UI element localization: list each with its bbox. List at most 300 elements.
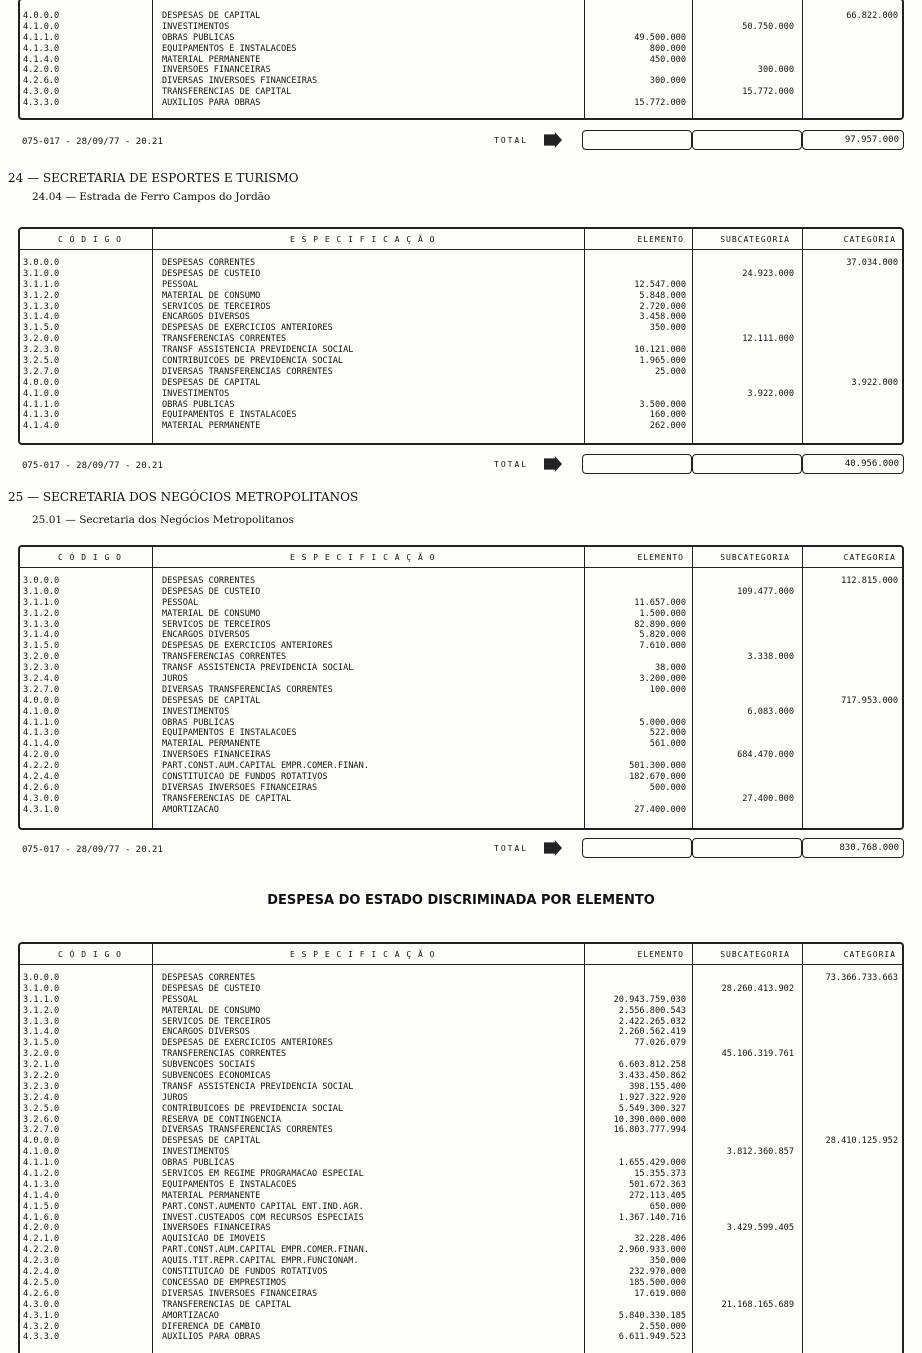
row-especificacao: DESPESAS CORRENTES <box>162 973 256 983</box>
row-code: 3.1.4.0 <box>23 630 60 641</box>
row-especificacao: OBRAS PUBLICAS <box>162 32 235 43</box>
row-code: 4.2.3.0 <box>23 1256 60 1267</box>
row-elemento: 501.672.363 <box>629 1179 686 1190</box>
table-row <box>20 794 902 805</box>
row-elemento: 10.390.000.000 <box>613 1114 686 1125</box>
row-code: 4.1.4.0 <box>23 1190 60 1201</box>
row-especificacao: JUROS <box>162 1092 188 1103</box>
row-elemento: 398.155.400 <box>629 1081 686 1092</box>
table-row <box>20 76 902 87</box>
row-code: 3.2.6.0 <box>23 1114 60 1125</box>
table-row <box>20 1223 902 1234</box>
row-categoria: 66.822.000 <box>846 11 898 21</box>
row-especificacao: DESPESAS DE CUSTEIO <box>162 586 261 597</box>
row-elemento: 272.113.405 <box>629 1190 686 1201</box>
row-code: 3.1.5.0 <box>23 641 60 652</box>
table-row <box>20 302 902 313</box>
footer-code: 075-017 - 28/09/77 - 20.21 <box>22 461 163 471</box>
row-code: 4.2.6.0 <box>23 1288 60 1299</box>
row-elemento: 11.657.000 <box>634 597 686 608</box>
table-footer <box>22 840 904 862</box>
table-row <box>20 1278 902 1289</box>
row-especificacao: CONTRIBUICOES DE PREVIDENCIA SOCIAL <box>162 356 344 367</box>
row-especificacao: DESPESAS DE CAPITAL <box>162 11 261 21</box>
row-especificacao: INVESTIMENTOS <box>162 706 230 717</box>
row-code: 3.1.1.0 <box>23 597 60 608</box>
header-especificacao: E S P E C I F I C A Ç Ã O <box>290 553 436 562</box>
row-code: 3.0.0.0 <box>23 576 60 586</box>
table-row <box>20 1071 902 1082</box>
row-especificacao: SUBVENCOES SOCIAIS <box>162 1060 256 1071</box>
row-especificacao: AUXILIOS PARA OBRAS <box>162 98 261 109</box>
row-subcategoria: 24.923.000 <box>742 268 794 279</box>
table-row <box>20 44 902 55</box>
row-elemento: 262.000 <box>649 421 686 432</box>
row-subcategoria: 15.772.000 <box>742 87 794 98</box>
row-especificacao: ENCARGOS DIVERSOS <box>162 1027 250 1038</box>
row-subcategoria: 27.400.000 <box>742 793 794 804</box>
row-code: 3.1.0.0 <box>23 586 60 597</box>
table-row <box>20 707 902 718</box>
row-code: 3.1.5.0 <box>23 323 60 334</box>
row-elemento: 2.556.800.543 <box>618 1005 686 1016</box>
row-code: 4.2.0.0 <box>23 750 60 761</box>
table-row <box>20 995 902 1006</box>
row-code: 4.2.2.0 <box>23 1245 60 1256</box>
table-row <box>20 280 902 291</box>
row-code: 4.1.0.0 <box>23 706 60 717</box>
table-row <box>20 323 902 334</box>
row-code: 3.2.1.0 <box>23 1060 60 1071</box>
row-elemento: 38.000 <box>654 663 686 674</box>
row-especificacao: CONCESSAO DE EMPRESTIMOS <box>162 1277 287 1288</box>
row-code: 4.0.0.0 <box>23 377 60 388</box>
table-row <box>20 984 902 995</box>
row-especificacao: OBRAS PUBLICAS <box>162 1158 235 1169</box>
row-elemento: 5.820.000 <box>639 630 686 641</box>
row-elemento: 650.000 <box>649 1201 686 1212</box>
total-subcategoria-box <box>692 838 802 858</box>
row-elemento: 6.603.812.258 <box>618 1060 686 1071</box>
table-row <box>20 378 902 389</box>
row-especificacao: CONTRIBUICOES DE PREVIDENCIA SOCIAL <box>162 1103 344 1114</box>
row-code: 3.1.5.0 <box>23 1038 60 1049</box>
row-code: 4.3.1.0 <box>23 1310 60 1321</box>
table-row <box>20 1234 902 1245</box>
row-especificacao: DIFERENCA DE CAMBIO <box>162 1321 261 1332</box>
row-code: 4.1.3.0 <box>23 43 60 54</box>
row-especificacao: DESPESAS DE CAPITAL <box>162 1136 261 1147</box>
row-elemento: 6.611.949.523 <box>618 1332 686 1343</box>
table-row <box>20 1245 902 1256</box>
row-elemento: 16.803.777.994 <box>613 1125 686 1136</box>
row-especificacao: DIVERSAS TRANSFERENCIAS CORRENTES <box>162 684 333 695</box>
row-elemento: 25.000 <box>654 366 686 377</box>
row-code: 3.1.1.0 <box>23 279 60 290</box>
table-row <box>20 696 902 707</box>
row-elemento: 232.970.000 <box>629 1267 686 1278</box>
table-row <box>20 718 902 729</box>
row-elemento: 7.610.000 <box>639 641 686 652</box>
table-row <box>20 1049 902 1060</box>
row-code: 4.1.4.0 <box>23 54 60 65</box>
row-code: 4.1.0.0 <box>23 388 60 399</box>
total-categoria-box: 830.768.000 <box>802 838 904 858</box>
table-secretaria-23-capital <box>18 0 904 120</box>
row-especificacao: TRANSF ASSISTENCIA PREVIDENCIA SOCIAL <box>162 663 354 674</box>
table-row <box>20 312 902 323</box>
row-elemento: 5.848.000 <box>639 290 686 301</box>
table-row <box>20 55 902 66</box>
row-code: 3.0.0.0 <box>23 258 60 268</box>
section-heading: 24 — SECRETARIA DE ESPORTES E TURISMO <box>8 171 299 185</box>
header-subcategoria: SUBCATEGORIA <box>720 553 790 562</box>
table-row <box>20 663 902 674</box>
row-code: 4.1.0.0 <box>23 21 60 32</box>
row-code: 3.1.0.0 <box>23 983 60 994</box>
table-row <box>20 576 902 587</box>
row-code: 4.3.3.0 <box>23 1332 60 1343</box>
row-elemento: 350.000 <box>649 1256 686 1267</box>
row-especificacao: CONSTITUICAO DE FUNDOS ROTATIVOS <box>162 772 328 783</box>
table-row <box>20 641 902 652</box>
row-elemento: 2.720.000 <box>639 301 686 312</box>
row-code: 4.2.2.0 <box>23 761 60 772</box>
row-code: 4.1.1.0 <box>23 399 60 410</box>
row-code: 3.1.0.0 <box>23 268 60 279</box>
table-row <box>20 1093 902 1104</box>
table-row <box>20 1027 902 1038</box>
row-elemento: 27.400.000 <box>634 804 686 815</box>
table-footer <box>22 132 904 154</box>
row-elemento: 82.890.000 <box>634 619 686 630</box>
row-code: 4.0.0.0 <box>23 1136 60 1147</box>
row-especificacao: RESERVA DE CONTINGENCIA <box>162 1114 281 1125</box>
row-elemento: 2.550.000 <box>639 1321 686 1332</box>
table-row <box>20 1158 902 1169</box>
table-row <box>20 1202 902 1213</box>
row-elemento: 1.500.000 <box>639 608 686 619</box>
row-code: 4.3.0.0 <box>23 1299 60 1310</box>
row-especificacao: PART.CONST.AUMENTO CAPITAL ENT.IND.AGR. <box>162 1201 364 1212</box>
row-code: 3.2.3.0 <box>23 663 60 674</box>
row-elemento: 15.355.373 <box>634 1169 686 1180</box>
section-subheading: 24.04 — Estrada de Ferro Campos do Jordão <box>32 191 271 203</box>
row-code: 3.1.3.0 <box>23 1016 60 1027</box>
row-especificacao: TRANSFERENCIAS DE CAPITAL <box>162 793 292 804</box>
row-elemento: 561.000 <box>649 739 686 750</box>
table-row <box>20 87 902 98</box>
row-elemento: 1.655.429.000 <box>618 1158 686 1169</box>
row-elemento: 1.367.140.716 <box>618 1212 686 1223</box>
row-code: 3.2.4.0 <box>23 1092 60 1103</box>
table-row <box>20 98 902 109</box>
table-row <box>20 1038 902 1049</box>
row-subcategoria: 3.922.000 <box>747 388 794 399</box>
row-elemento: 12.547.000 <box>634 279 686 290</box>
row-code: 3.1.2.0 <box>23 290 60 301</box>
header-codigo: C Ó D I G O <box>58 553 122 562</box>
row-code: 4.1.4.0 <box>23 421 60 432</box>
row-especificacao: PART.CONST.AUM.CAPITAL EMPR.COMER.FINAN. <box>162 1245 369 1256</box>
row-elemento: 5.000.000 <box>639 717 686 728</box>
total-arrow-icon <box>544 840 562 856</box>
footer-code: 075-017 - 28/09/77 - 20.21 <box>22 137 163 147</box>
row-elemento: 2.422.265.032 <box>618 1016 686 1027</box>
total-label: TOTAL <box>494 844 529 853</box>
row-subcategoria: 684.470.000 <box>737 750 794 761</box>
row-code: 3.1.4.0 <box>23 1027 60 1038</box>
total-categoria-box: 40.956.000 <box>802 454 904 474</box>
table-row <box>20 1180 902 1191</box>
table-row <box>20 685 902 696</box>
row-code: 4.1.0.0 <box>23 1147 60 1158</box>
row-especificacao: INVESTIMENTOS <box>162 388 230 399</box>
table-row <box>20 1322 902 1333</box>
row-especificacao: AMORTIZACAO <box>162 1310 219 1321</box>
row-elemento: 500.000 <box>649 782 686 793</box>
page-title: DESPESA DO ESTADO DISCRIMINADA POR ELEMENTO <box>267 893 655 908</box>
row-code: 4.1.5.0 <box>23 1201 60 1212</box>
header-categoria: CATEGORIA <box>843 235 896 244</box>
row-code: 4.3.0.0 <box>23 793 60 804</box>
row-code: 4.1.1.0 <box>23 717 60 728</box>
row-code: 3.2.0.0 <box>23 652 60 663</box>
row-subcategoria: 6.083.000 <box>747 706 794 717</box>
table-row <box>20 334 902 345</box>
row-especificacao: TRANSFERENCIAS CORRENTES <box>162 1049 287 1060</box>
total-subcategoria-box <box>692 454 802 474</box>
row-especificacao: MATERIAL PERMANENTE <box>162 739 261 750</box>
total-subcategoria-box <box>692 130 802 150</box>
header-codigo: C Ó D I G O <box>58 950 122 959</box>
row-especificacao: EQUIPAMENTOS E INSTALACOES <box>162 43 297 54</box>
row-especificacao: SERVICOS EM REGIME PROGRAMACAO ESPECIAL <box>162 1169 364 1180</box>
row-especificacao: DIVERSAS TRANSFERENCIAS CORRENTES <box>162 366 333 377</box>
row-especificacao: AQUIS.TIT.REPR.CAPITAL EMPR.FUNCIONAM. <box>162 1256 359 1267</box>
header-categoria: CATEGORIA <box>843 553 896 562</box>
row-code: 3.1.3.0 <box>23 301 60 312</box>
table-row <box>20 674 902 685</box>
row-elemento: 100.000 <box>649 684 686 695</box>
row-especificacao: INVERSOES FINANCEIRAS <box>162 750 271 761</box>
table-row <box>20 1311 902 1322</box>
row-code: 4.0.0.0 <box>23 695 60 706</box>
row-especificacao: PESSOAL <box>162 597 199 608</box>
row-code: 3.2.0.0 <box>23 334 60 345</box>
row-especificacao: TRANSFERENCIAS DE CAPITAL <box>162 1299 292 1310</box>
row-especificacao: MATERIAL PERMANENTE <box>162 421 261 432</box>
row-especificacao: EQUIPAMENTOS E INSTALACOES <box>162 1179 297 1190</box>
row-elemento: 17.619.000 <box>634 1288 686 1299</box>
table-row <box>20 389 902 400</box>
row-categoria: 28.410.125.952 <box>825 1136 898 1147</box>
row-especificacao: INVEST.CUSTEADOS COM RECURSOS ESPECIAIS <box>162 1212 364 1223</box>
row-code: 3.1.4.0 <box>23 312 60 323</box>
table-row <box>20 1006 902 1017</box>
table-row <box>20 973 902 984</box>
table-row <box>20 620 902 631</box>
table-row <box>20 1147 902 1158</box>
total-elemento-box <box>582 454 692 474</box>
table-row <box>20 1289 902 1300</box>
table-row <box>20 1017 902 1028</box>
row-elemento: 10.121.000 <box>634 345 686 356</box>
row-code: 4.1.3.0 <box>23 410 60 421</box>
row-categoria: 717.953.000 <box>841 695 898 706</box>
table-row <box>20 1169 902 1180</box>
table-row <box>20 1082 902 1093</box>
table-row <box>20 761 902 772</box>
row-especificacao: AQUISICAO DE IMOVEIS <box>162 1234 266 1245</box>
table-esportes-turismo <box>18 227 904 445</box>
row-especificacao: MATERIAL DE CONSUMO <box>162 290 261 301</box>
row-code: 4.2.6.0 <box>23 782 60 793</box>
table-row <box>20 11 902 22</box>
header-subcategoria: SUBCATEGORIA <box>720 235 790 244</box>
row-especificacao: PART.CONST.AUM.CAPITAL EMPR.COMER.FINAN. <box>162 761 369 772</box>
row-elemento: 3.500.000 <box>639 399 686 410</box>
row-code: 3.1.2.0 <box>23 1005 60 1016</box>
row-especificacao: SUBVENCOES ECONOMICAS <box>162 1071 271 1082</box>
row-especificacao: DESPESAS CORRENTES <box>162 258 256 268</box>
row-elemento: 160.000 <box>649 410 686 421</box>
table-row <box>20 739 902 750</box>
row-code: 3.0.0.0 <box>23 973 60 983</box>
row-especificacao: SERVICOS DE TERCEIROS <box>162 301 271 312</box>
row-elemento: 32.228.406 <box>634 1234 686 1245</box>
row-especificacao: EQUIPAMENTOS E INSTALACOES <box>162 728 297 739</box>
row-code: 3.2.2.0 <box>23 1071 60 1082</box>
row-subcategoria: 12.111.000 <box>742 334 794 345</box>
row-especificacao: INVERSOES FINANCEIRAS <box>162 1223 271 1234</box>
row-elemento: 3.433.450.862 <box>618 1071 686 1082</box>
row-especificacao: SERVICOS DE TERCEIROS <box>162 1016 271 1027</box>
row-especificacao: DESPESAS DE EXERCICIOS ANTERIORES <box>162 323 333 334</box>
table-footer <box>22 456 904 478</box>
row-elemento: 2.960.933.000 <box>618 1245 686 1256</box>
row-elemento: 3.200.000 <box>639 674 686 685</box>
row-code: 4.2.0.0 <box>23 1223 60 1234</box>
table-row <box>20 258 902 269</box>
row-code: 3.2.3.0 <box>23 1081 60 1092</box>
table-row <box>20 65 902 76</box>
header-subcategoria: SUBCATEGORIA <box>720 950 790 959</box>
row-code: 4.2.0.0 <box>23 65 60 76</box>
row-especificacao: ENCARGOS DIVERSOS <box>162 630 250 641</box>
row-code: 4.3.1.0 <box>23 804 60 815</box>
row-code: 3.2.3.0 <box>23 345 60 356</box>
header-elemento: ELEMENTO <box>637 235 684 244</box>
row-elemento: 3.458.000 <box>639 312 686 323</box>
row-elemento: 5.549.300.327 <box>618 1103 686 1114</box>
row-code: 3.2.4.0 <box>23 674 60 685</box>
row-subcategoria: 50.750.000 <box>742 21 794 32</box>
table-row <box>20 400 902 411</box>
row-code: 4.1.3.0 <box>23 1179 60 1190</box>
row-code: 4.1.3.0 <box>23 728 60 739</box>
row-code: 4.2.4.0 <box>23 1267 60 1278</box>
row-especificacao: DIVERSAS INVERSOES FINANCEIRAS <box>162 76 318 87</box>
table-row <box>20 269 902 280</box>
table-row <box>20 1125 902 1136</box>
footer-code: 075-017 - 28/09/77 - 20.21 <box>22 845 163 855</box>
row-especificacao: INVERSOES FINANCEIRAS <box>162 65 271 76</box>
row-especificacao: OBRAS PUBLICAS <box>162 717 235 728</box>
table-row <box>20 1060 902 1071</box>
row-especificacao: OBRAS PUBLICAS <box>162 399 235 410</box>
row-categoria: 3.922.000 <box>851 377 898 388</box>
table-row <box>20 805 902 816</box>
row-code: 3.2.7.0 <box>23 1125 60 1136</box>
header-especificacao: E S P E C I F I C A Ç Ã O <box>290 235 436 244</box>
row-especificacao: PESSOAL <box>162 994 199 1005</box>
total-elemento-box <box>582 838 692 858</box>
row-elemento: 522.000 <box>649 728 686 739</box>
table-row <box>20 410 902 421</box>
table-row <box>20 1136 902 1147</box>
row-elemento: 350.000 <box>649 323 686 334</box>
row-especificacao: CONSTITUICAO DE FUNDOS ROTATIVOS <box>162 1267 328 1278</box>
row-especificacao: SERVICOS DE TERCEIROS <box>162 619 271 630</box>
row-elemento: 20.943.759.030 <box>613 994 686 1005</box>
row-elemento: 49.500.000 <box>634 32 686 43</box>
row-especificacao: TRANSFERENCIAS CORRENTES <box>162 334 287 345</box>
row-especificacao: TRANSFERENCIAS CORRENTES <box>162 652 287 663</box>
table-row <box>20 728 902 739</box>
table-row <box>20 652 902 663</box>
row-elemento: 185.500.000 <box>629 1277 686 1288</box>
row-code: 3.2.7.0 <box>23 366 60 377</box>
total-arrow-icon <box>544 132 562 148</box>
table-negocios-metropolitanos <box>18 545 904 830</box>
table-row <box>20 1213 902 1224</box>
row-code: 3.1.3.0 <box>23 619 60 630</box>
header-categoria: CATEGORIA <box>843 950 896 959</box>
table-despesa-estado <box>18 942 904 1353</box>
row-code: 4.0.0.0 <box>23 11 60 21</box>
row-especificacao: DESPESAS DE CUSTEIO <box>162 268 261 279</box>
table-row <box>20 1267 902 1278</box>
row-subcategoria: 109.477.000 <box>737 586 794 597</box>
table-row <box>20 345 902 356</box>
table-row <box>20 609 902 620</box>
table-row <box>20 1332 902 1343</box>
row-categoria: 37.034.000 <box>846 258 898 268</box>
total-label: TOTAL <box>494 136 529 145</box>
row-code: 4.3.3.0 <box>23 98 60 109</box>
header-elemento: ELEMENTO <box>637 553 684 562</box>
row-especificacao: INVESTIMENTOS <box>162 1147 230 1158</box>
row-code: 3.2.0.0 <box>23 1049 60 1060</box>
table-row <box>20 421 902 432</box>
header-elemento: ELEMENTO <box>637 950 684 959</box>
row-especificacao: MATERIAL DE CONSUMO <box>162 608 261 619</box>
table-row <box>20 772 902 783</box>
row-especificacao: INVESTIMENTOS <box>162 21 230 32</box>
row-elemento: 5.840.330.185 <box>618 1310 686 1321</box>
table-row <box>20 22 902 33</box>
row-code: 4.2.5.0 <box>23 1277 60 1288</box>
total-label: TOTAL <box>494 460 529 469</box>
table-row <box>20 630 902 641</box>
row-especificacao: DESPESAS CORRENTES <box>162 576 256 586</box>
row-code: 4.1.2.0 <box>23 1169 60 1180</box>
row-especificacao: TRANSFERENCIAS DE CAPITAL <box>162 87 292 98</box>
row-especificacao: MATERIAL PERMANENTE <box>162 1190 261 1201</box>
row-elemento: 1.927.322.920 <box>618 1092 686 1103</box>
row-especificacao: TRANSF ASSISTENCIA PREVIDENCIA SOCIAL <box>162 1081 354 1092</box>
